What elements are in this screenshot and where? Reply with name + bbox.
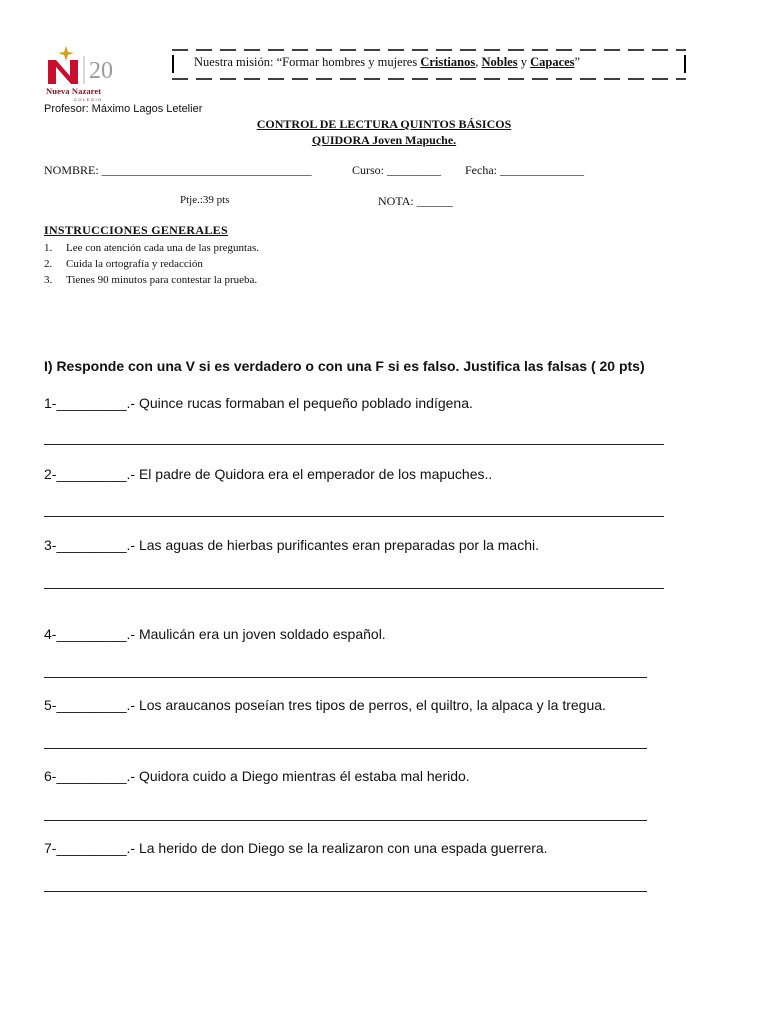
logo-subtitle: COLEGIO bbox=[74, 97, 103, 102]
answer-line[interactable] bbox=[44, 444, 664, 445]
mission-word-cristianos: Cristianos bbox=[420, 55, 476, 69]
mission-prefix: Nuestra misión: “Formar hombres y mujeres bbox=[194, 55, 421, 69]
grade-field[interactable]: NOTA: ______ bbox=[378, 194, 453, 208]
date-field[interactable]: Fecha: ______________ bbox=[465, 163, 584, 177]
instruction-item: 2. Cuida la ortografía y redacción bbox=[44, 258, 203, 270]
answer-line[interactable] bbox=[44, 820, 647, 821]
course-field[interactable]: Curso: _________ bbox=[352, 163, 442, 177]
mission-word-nobles: Nobles bbox=[481, 55, 518, 69]
answer-line[interactable] bbox=[44, 516, 664, 517]
logo-number: 20 bbox=[89, 58, 113, 84]
question-item: 6-_________.- Quidora cuido a Diego mientras él estaba mal herido. bbox=[44, 768, 470, 784]
answer-line[interactable] bbox=[44, 677, 647, 678]
mission-separator: , bbox=[475, 55, 482, 69]
instructions-list bbox=[44, 240, 259, 288]
instructions-heading: INSTRUCCIONES GENERALES bbox=[44, 223, 228, 237]
question-item: 3-_________.- Las aguas de hierbas purificantes eran preparadas por la machi. bbox=[44, 537, 539, 553]
mission-box bbox=[172, 49, 686, 80]
mission-word-capaces: Capaces bbox=[530, 55, 575, 69]
mission-suffix: ” bbox=[574, 55, 581, 69]
document-subtitle: QUIDORA Joven Mapuche. bbox=[311, 133, 457, 147]
mission-separator: y bbox=[517, 55, 531, 69]
section-title: I) Responde con una V si es verdadero o con una F si es falso. Justifica las falsas ( 20 pts) bbox=[44, 358, 645, 374]
question-item: 2-_________.- El padre de Quidora era el emperador de los mapuches.. bbox=[44, 466, 493, 482]
mission-statement bbox=[194, 55, 580, 70]
document-title: CONTROL DE LECTURA QUINTOS BÁSICOS bbox=[256, 117, 512, 131]
score-label: Ptje.:39 pts bbox=[180, 194, 230, 206]
teacher-name: Profesor: Máximo Lagos Letelier bbox=[44, 103, 203, 115]
question-item: 5-_________.- Los araucanos poseían tres tipos de perros, el quiltro, la alpaca y la tregua. bbox=[44, 697, 606, 713]
question-item: 4-_________.- Maulicán era un joven soldado español. bbox=[44, 626, 386, 642]
instruction-item: 3. Tienes 90 minutos para contestar la prueba. bbox=[44, 274, 258, 286]
answer-line[interactable] bbox=[44, 588, 664, 589]
question-item: 1-_________.- Quince rucas formaban el pequeño poblado indígena. bbox=[44, 395, 473, 411]
name-field[interactable]: NOMBRE: ___________________________________ bbox=[44, 163, 312, 177]
logo-name: Nueva Nazaret bbox=[46, 86, 102, 96]
answer-line[interactable] bbox=[44, 891, 647, 892]
question-item: 7-_________.- La herido de don Diego se la realizaron con una espada guerrera. bbox=[44, 840, 548, 856]
school-logo bbox=[44, 46, 124, 108]
answer-line[interactable] bbox=[44, 748, 647, 749]
instruction-item: 1. Lee con atención cada una de las preguntas. bbox=[44, 242, 260, 254]
